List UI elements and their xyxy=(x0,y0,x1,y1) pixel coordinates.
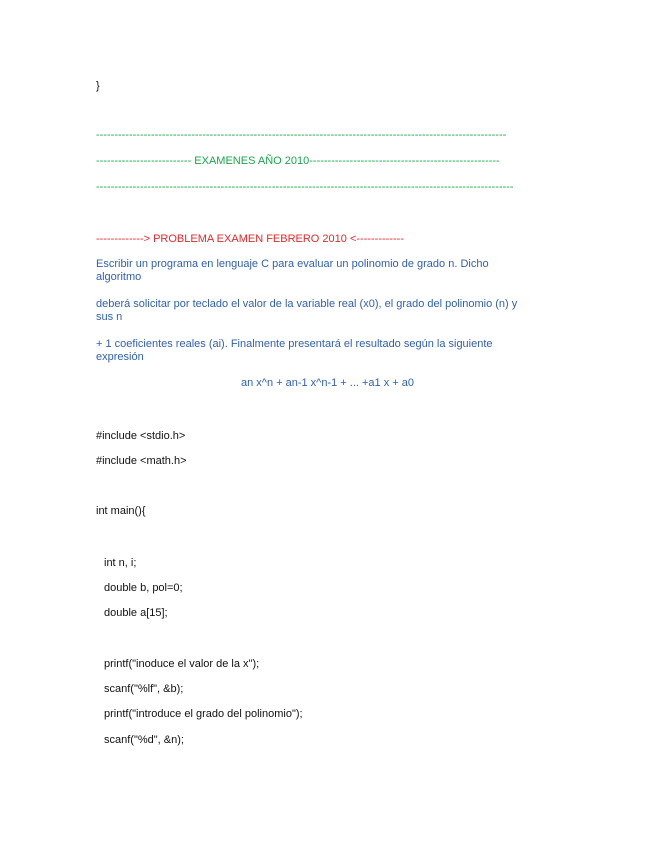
polynomial-formula: an x^n + an-1 x^n-1 + ... +a1 x + a0 xyxy=(241,377,414,389)
code-array-declaration: double a[15]; xyxy=(104,607,168,619)
code-include-stdio: #include <stdio.h> xyxy=(96,430,186,442)
divider-top: ---------------------------------------------------------------------------------------------------------------- xyxy=(96,129,507,141)
code-scanf-degree: scanf("%d", &n); xyxy=(104,734,184,746)
code-scanf-x: scanf("%lf", &b); xyxy=(104,683,184,695)
code-int-declaration: int n, i; xyxy=(104,557,137,569)
section-header: -------------------------- EXAMENES AÑO 2010---------------------------------------------------- xyxy=(96,155,500,167)
code-printf-degree: printf("introduce el grado del polinomio"); xyxy=(104,708,303,720)
divider-bottom: ------------------------------------------------------------------------------------------------------------------ xyxy=(96,181,514,193)
problem-statement-1: Escribir un programa en lenguaje C para evaluar un polinomio de grado n. Dicho algoritmo xyxy=(96,258,489,283)
closing-brace: } xyxy=(96,80,100,92)
code-double-declaration: double b, pol=0; xyxy=(104,582,183,594)
problem-statement-2: deberá solicitar por teclado el valor de la variable real (x0), el grado del polinomio (n) y sus n xyxy=(96,298,518,323)
problem-statement-3: + 1 coeficientes reales (ai). Finalmente presentará el resultado según la siguiente expresión xyxy=(96,338,493,363)
code-include-math: #include <math.h> xyxy=(96,455,187,467)
problem-header: -------------> PROBLEMA EXAMEN FEBRERO 2010 <------------- xyxy=(96,233,404,245)
code-printf-x: printf("inoduce el valor de la x"); xyxy=(104,658,260,670)
code-main-declaration: int main(){ xyxy=(96,505,146,517)
